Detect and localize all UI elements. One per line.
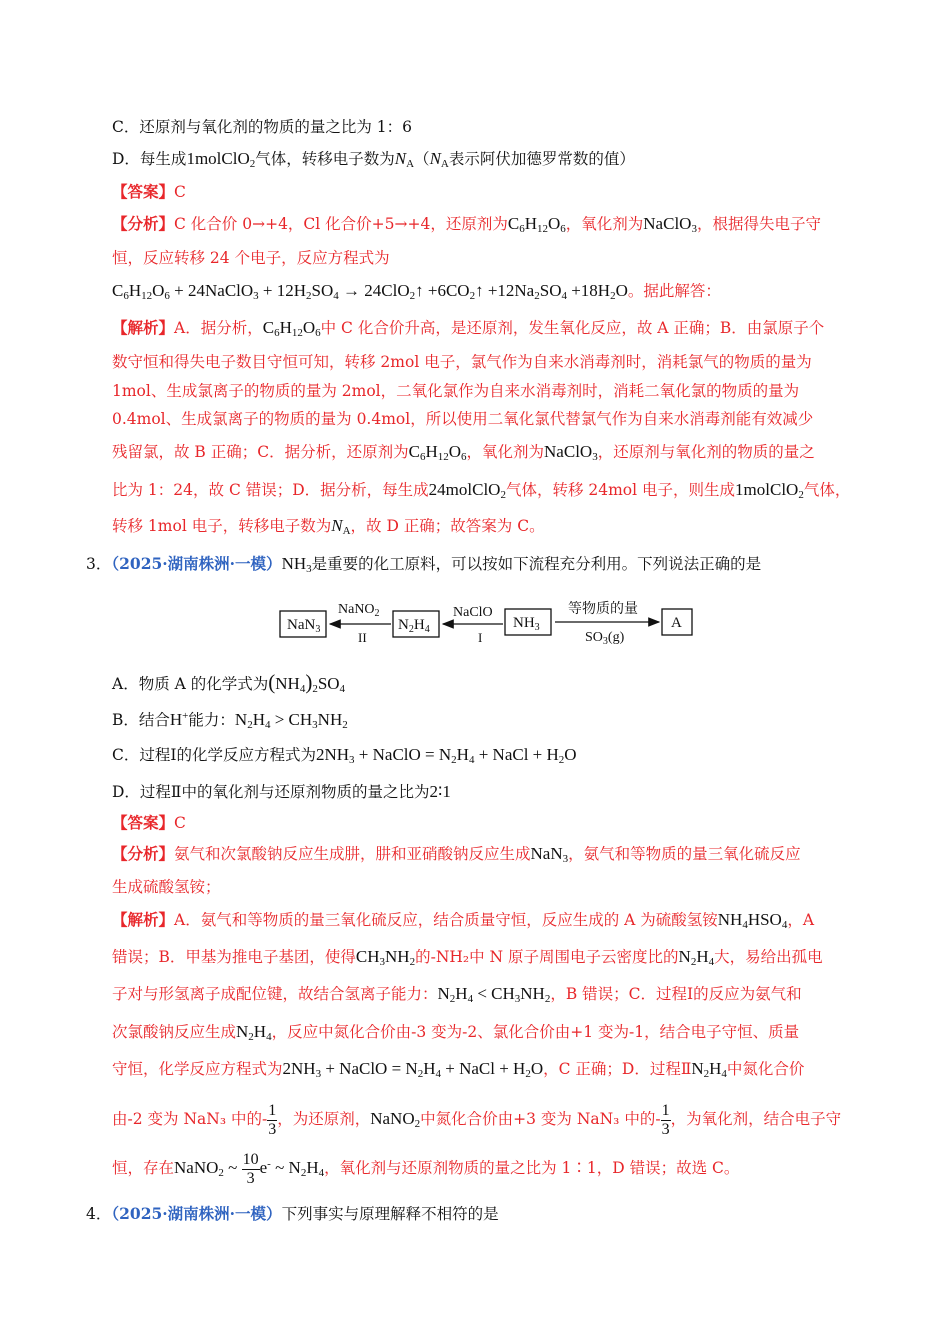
q3-option-b: B．结合H+能力：$N_2H_4 > CH_3NH_2$ (112, 710, 348, 731)
q2-explain-line-1: 【解析】A．据分析，$C_6H_{12}O_6$中 C 化合价升高，是还原剂，发生氧化反应，故 A 正确；B．由氯原子个 (112, 318, 825, 339)
flow-arrow-so3-reagent: $SO_3(g)$ (585, 630, 625, 647)
flow-arrow-ii-label: II (358, 630, 367, 645)
q2-explain-line-6: 比为 1：24，故 C 错误；D．据分析，每生成24molClO$_2$气体，转移 24mol 电子，则生成1molClO$_2$气体， (112, 480, 851, 501)
q2-explain-line-3: 1mol、生成氯离子的物质的量为 2mol，二氧化氯作为自来水消毒剂时，消耗二氧化氯的物质的量为 (112, 382, 800, 400)
q2-option-c: C．还原剂与氧化剂的物质的量之比为 1：6 (112, 118, 413, 136)
q2-answer: 【答案】C (112, 182, 186, 201)
flow-box-nan3-label: NaN$_3$ (287, 617, 321, 635)
q3-analysis-line-1: 【分析】氨气和次氯酸钠反应生成肼，肼和亚硝酸钠反应生成NaN$_3$，氨气和等物质的量三氧化硫反应 (112, 844, 801, 865)
q3-option-a: A．物质 A 的化学式为$(NH_4)_2SO_4$ (112, 670, 346, 695)
flow-arrow-so3-condition: 等物质的量 (568, 601, 638, 617)
fraction-ten-thirds: $\frac{10}{3}$ (242, 1150, 259, 1187)
q2-explain-line-7: 转移 1mol 电子，转移电子数为$N_A$，故 D 正确；故答案为 C。 (112, 516, 545, 537)
flow-box-nh3-label: $NH_3$ (513, 615, 540, 633)
q3-explain-line-5: 守恒，化学反应方程式为$2NH_3$ + NaClO = $N_2H_4$ + NaCl + $H_2O$，C 正确；D．过程$ⅡN_2H_4$中氮化合价 (112, 1059, 805, 1080)
q3-option-c: C．过程Ⅰ的化学反应方程式为$2NH_3$ + NaClO = $N_2H_4$ + NaCl + $H_2O$ (112, 745, 577, 766)
q2-explain-line-4: 0.4mol、生成氯离子的物质的量为 0.4mol，所以使用二氧化氯代替氯气作为自来水消毒剂能有效减少 (112, 410, 814, 428)
flow-box-n2h4-label: $N_2H_4$ (398, 617, 430, 635)
q2-analysis-line-1: 【分析】C 化合价 0→+4，Cl 化合价+5→+4，还原剂为$C_6H_{12}O_6$，氧化剂为NaClO$_3$，根据得失电子守 (112, 214, 821, 235)
q2-analysis-line-2: 恒，反应转移 24 个电子，反应方程式为 (112, 249, 390, 267)
q3-option-d: D．过程Ⅱ中的氧化剂与还原剂物质的量之比为2∶1 (112, 782, 451, 801)
flow-arrow-i-label: I (478, 630, 483, 645)
q2-explain-line-2: 数守恒和得失电子数目守恒可知，转移 2mol 电子，氯气作为自来水消毒剂时，消耗氯气的物质的量为 (112, 353, 812, 371)
q2-equation: $C_6H_{12}O_6$ + 24NaClO$_3$ + $12H_2SO_4$ → 24ClO$_2$↑ $+6CO_2↑ +12Na_2SO_4 +18H_2O$。据此解答： (112, 281, 721, 302)
q2-explain-line-5: 残留氯，故 B 正确；C．据分析，还原剂为$C_6H_{12}O_6$，氧化剂为NaClO$_3$，还原剂与氧化剂的物质的量之 (112, 442, 815, 463)
fraction-one-third: $\frac{1}{3}$ (268, 1101, 277, 1138)
q3-flow-diagram (270, 596, 700, 648)
flow-arrow-i-reagent: NaClO (453, 605, 493, 620)
flow-arrow-ii-reagent: NaNO$_2$ (338, 602, 380, 619)
q3-explain-line-7: 恒，存在NaNO$_2$ ~ $\frac{10}{3}$ e- ~ $N_2H_4$，氧化剂与还原剂物质的量之比为 1∶1，D 错误；故选 C。 (112, 1150, 740, 1187)
q3-explain-line-3: 子对与形氢离子成配位键，故结合氢离子能力：$N_2H_4 < CH_3NH_2$，B 错误；C．过程Ⅰ的反应为氨气和 (112, 984, 802, 1005)
q3-stem: 3．（2025·湖南株洲·一模）$NH_3$是重要的化工原料，可以按如下流程充分利用。下列说法正确的是 (86, 554, 762, 575)
q3-explain-line-2: 错误；B．甲基为推电子基团，使得$CH_3NH_2$的-NH₂中 N 原子周围电子云密度比的$N_2H_4$大，易给出孤电 (112, 947, 823, 968)
q3-answer: 【答案】C (112, 813, 186, 832)
q3-explain-line-4: 次氯酸钠反应生成$N_2H_4$，反应中氮化合价由-3 变为-2、氯化合价由+1 变为-1，结合电子守恒、质量 (112, 1022, 800, 1043)
q3-explain-line-6: 由-2 变为 NaN₃ 中的- $\frac{1}{3}$ ，为还原剂，NaNO$_2$中氮化合价由+3 变为 NaN₃ 中的- $\frac{1}{3}$ ，为氧化剂，结合电子守 (112, 1101, 842, 1138)
q3-analysis-line-2: 生成硫酸氢铵； (112, 878, 221, 896)
fraction-one-third: $\frac{1}{3}$ (661, 1101, 670, 1138)
q3-explain-line-1: 【解析】A．氨气和等物质的量三氧化硫反应，结合质量守恒，反应生成的 A 为硫酸氢铵$NH_4HSO_4$，A (112, 910, 815, 931)
q4-stem: 4．（2025·湖南株洲·一模）下列事实与原理解释不相符的是 (86, 1204, 499, 1223)
flow-box-a-label: A (671, 615, 682, 631)
q2-option-d: D．每生成1molClO$_2$气体，转移电子数为$N_A(N_A$表示阿伏加德罗常数的值） (112, 149, 635, 170)
